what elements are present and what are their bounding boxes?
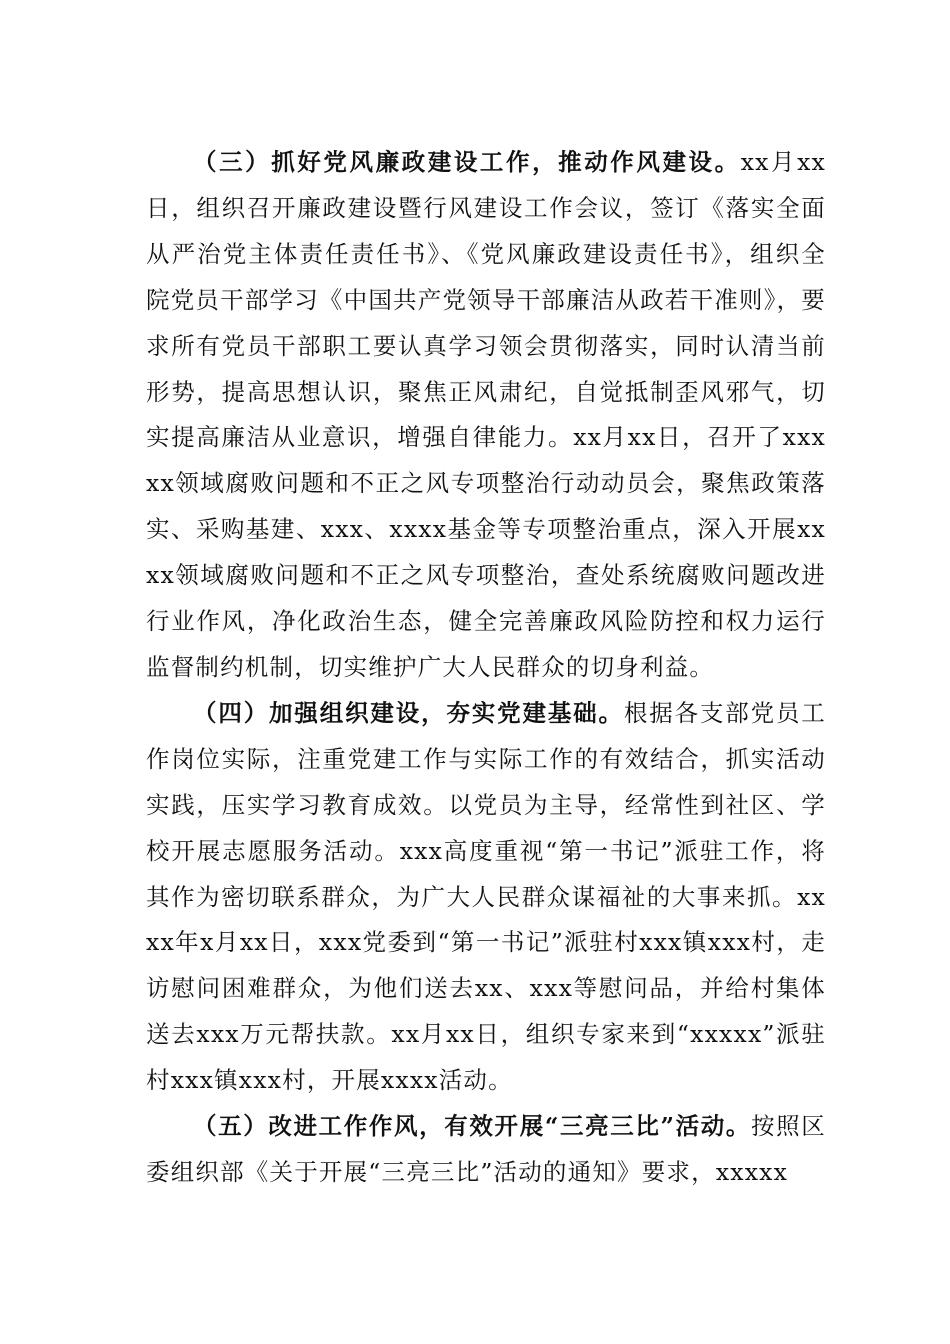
paragraph-three-heading: （三）抓好党风廉政建设工作，推动作风建设。 (193, 148, 741, 176)
paragraph-four (146, 691, 826, 1104)
paragraph-five (146, 1104, 826, 1196)
paragraph-three (146, 140, 826, 691)
paragraph-three-body: xx月xx日，组织召开廉政建设暨行风建设工作会议，签订《落实全面从严治党主体责任责任书》、《党风廉政建设责任书》，组织全院党员干部学习《中国共产党领导干部廉洁从政若干准则》，要求所有党员干部职工要认真学习领会贯彻落实，同时认清当前形势，提高思想认识，聚焦正风肃纪，自觉抵制歪风邪气，切实提高廉洁从业意识，增强自律能力。xx月xx日，召开了xxxxx领域腐败问题和不正之风专项整治行动动员会，聚焦政策落实、采购基建、xxx、xxxx基金等专项整治重点，深入开展xxxx领域腐败问题和不正之风专项整治，查处系统腐败问题改进行业作风，净化政治生态，健全完善廉政风险防控和权力运行监督制约机制，切实维护广大人民群众的切身利益。 (146, 148, 826, 681)
paragraph-five-heading: （五）改进工作作风，有效开展“三亮三比”活动。 (193, 1112, 752, 1141)
paragraph-four-body: 根据各支部党员工作岗位实际，注重党建工作与实际工作的有效结合，抓实活动实践，压实学习教育成效。以党员为主导，经常性到社区、学校开展志愿服务活动。xxx高度重视“第一书记”派驻工作，将其作为密切联系群众，为广大人民群众谋福祉的大事来抓。xxxx年x月xx日，xxx党委到“第一书记”派驻村xxx镇xxx村，走访慰问困难群众，为他们送去xx、xxx等慰问品，并给村集体送去xxx万元帮扶款。xx月xx日，组织专家来到“xxxxx”派驻村xxx镇xxx村，开展xxxx活动。 (146, 698, 826, 1095)
paragraph-five-body: 按照区委组织部《关于开展“三亮三比”活动的通知》要求，xxxxx (146, 1112, 826, 1186)
paragraph-four-heading: （四）加强组织建设，夯实党建基础。 (193, 698, 624, 727)
